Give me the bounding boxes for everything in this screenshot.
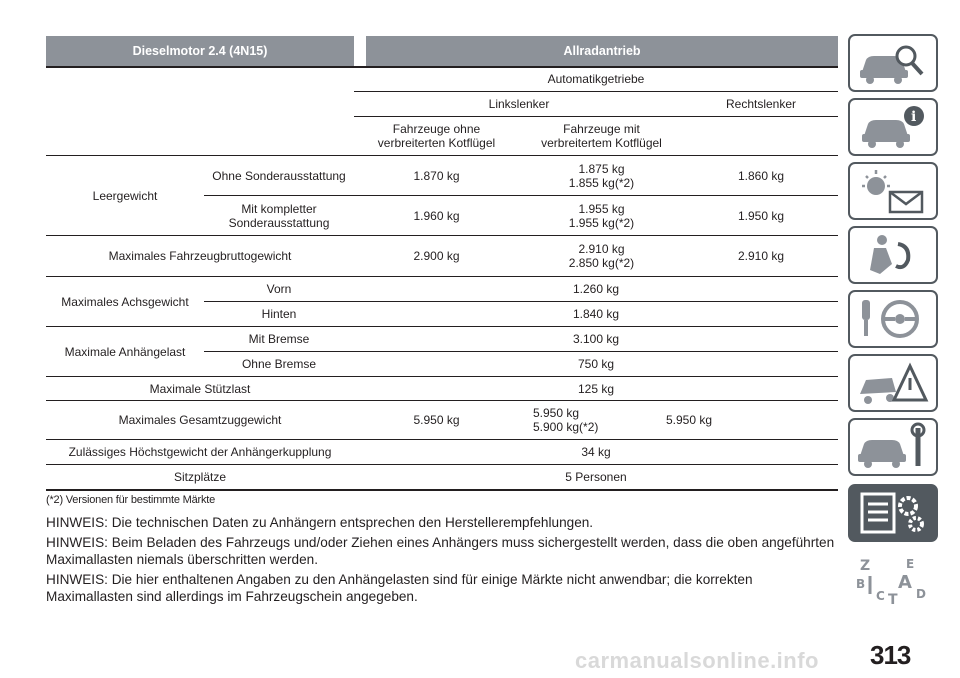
index-letter: B — [856, 577, 866, 591]
lhd-wide-fender-label: Fahrzeuge mit verbreitertem Kotflügel — [541, 122, 662, 150]
curb-weight-base-lhd: 1.870 kg — [413, 168, 460, 183]
index-letter: T — [888, 592, 898, 604]
tongue-load-label: Maximale Stützlast — [149, 381, 251, 396]
engine-header: Dieselmotor 2.4 (4N15) — [46, 36, 354, 66]
trailer-load-label: Maximale Anhängelast — [64, 344, 186, 359]
rhd-label: Rechtslenker — [725, 97, 797, 111]
axle-rear-value: 1.840 kg — [572, 307, 620, 321]
footnote-ref: (*2) — [614, 256, 635, 270]
svg-text:i: i — [911, 109, 917, 125]
curb-weight-label: Leergewicht — [92, 188, 158, 203]
key-steering-wheel-icon — [854, 294, 932, 344]
footnote-ref: (*2) — [614, 175, 635, 190]
tongue-load-value: 125 kg — [577, 381, 615, 396]
gross-weight-lhd: 2.900 kg — [413, 249, 460, 263]
curb-weight-full-label: Mit kompletter Sonderausstattung — [228, 201, 330, 230]
seats-value: 5 Personen — [565, 470, 627, 484]
seat-airbag-icon — [854, 230, 932, 280]
index-letter: E — [906, 557, 915, 571]
tab-car-info[interactable] — [848, 98, 938, 156]
note: HINWEIS: Beim Beladen des Fahrzeugs und/oder Ziehen eines Anhängers muss sichergestellt werden, dass die oben angeführten Maximallasten niemals überschritten werden. — [46, 535, 835, 567]
value-variant — [533, 420, 598, 434]
tab-emergency[interactable] — [848, 354, 938, 412]
tab-warning-lights[interactable] — [848, 162, 938, 220]
hitch-weight-value: 34 kg — [581, 445, 611, 459]
gross-weight-wide — [519, 236, 684, 276]
value: 2.910 kg — [578, 242, 625, 256]
warning-light-envelope-icon — [854, 166, 932, 216]
value-variant — [569, 256, 634, 270]
drive-header: Allradantrieb — [366, 36, 838, 66]
curb-weight-base-label: Ohne Sonderausstattung — [212, 168, 346, 183]
gcw-lhd: 5.950 kg — [413, 413, 460, 427]
car-crash-warning-icon — [854, 358, 932, 408]
curb-weight-base-wide — [519, 156, 684, 195]
tab-index[interactable] — [848, 550, 938, 608]
index-letter: D — [916, 587, 926, 601]
value: 1.855 kg — [568, 175, 615, 190]
value: 5.950 kg — [533, 406, 580, 420]
index-letter: C — [876, 589, 885, 603]
value: 1.955 kg — [568, 215, 615, 230]
axle-front-label: Vorn — [266, 282, 292, 296]
page-number: 313 — [870, 640, 911, 670]
tab-starting[interactable] — [848, 290, 938, 348]
curb-weight-full-rhd: 1.950 kg — [737, 208, 785, 223]
car-magnifier-icon — [854, 38, 932, 88]
trailer-unbraked-label: Ohne Bremse — [241, 357, 317, 371]
table-header — [46, 36, 838, 66]
watermark: carmanualsonline.info — [575, 648, 819, 673]
footnote-ref: (*2) — [614, 215, 635, 230]
value: 5.900 kg — [533, 420, 580, 434]
value-variant — [569, 216, 634, 230]
curb-weight-full-wide — [519, 196, 684, 235]
trailer-braked-label: Mit Bremse — [248, 332, 310, 346]
lhd-standard-fender-label: Fahrzeuge ohne verbreiterten Kotflügel — [377, 122, 496, 150]
notes — [46, 514, 836, 608]
index-letter: Z — [860, 558, 871, 574]
gross-weight-label: Maximales Fahrzeugbruttogewicht — [108, 249, 292, 263]
axle-rear-label: Hinten — [261, 307, 297, 321]
alphabet-index-icon — [854, 554, 932, 604]
tab-safety[interactable] — [848, 226, 938, 284]
footnote: (*2) Versionen für bestimmte Märkte — [46, 494, 216, 506]
car-wrench-icon — [854, 422, 932, 472]
value: 1.875 kg — [578, 161, 625, 176]
seats-label: Sitzplätze — [173, 470, 227, 484]
tab-maintenance[interactable] — [848, 418, 938, 476]
hitch-weight-label: Zulässiges Höchstgewicht der Anhängerkupplung — [68, 445, 332, 459]
gcw-wide — [519, 401, 614, 439]
tab-car-magnifier[interactable] — [848, 34, 938, 92]
tab-technical-data[interactable] — [848, 484, 938, 542]
index-letter: A — [898, 572, 912, 593]
curb-weight-base-rhd: 1.860 kg — [737, 168, 785, 183]
gcw-rhd: 5.950 kg — [665, 413, 713, 427]
value: 2.850 kg — [568, 256, 615, 270]
spec-table — [46, 36, 838, 484]
value: 1.955 kg — [578, 201, 625, 216]
gcw-label: Maximales Gesamtzuggewicht — [118, 413, 282, 427]
axle-weight-label: Maximales Achsgewicht — [61, 294, 189, 309]
transmission-label: Automatikgetriebe — [547, 72, 645, 86]
note: HINWEIS: Die technischen Daten zu Anhängern entsprechen den Herstellerempfehlungen. — [46, 515, 594, 530]
note: HINWEIS: Die hier enthaltenen Angaben zu den Anhängelasten sind für einige Märkte nicht anwendbar; die korrekten Maximallasten sind allerdings im Fahrzeugschein angegeben. — [46, 572, 753, 604]
trailer-braked-value: 3.100 kg — [572, 332, 620, 346]
curb-weight-full-lhd: 1.960 kg — [413, 208, 460, 223]
car-info-icon — [854, 102, 932, 152]
gross-weight-rhd: 2.910 kg — [737, 249, 785, 263]
trailer-unbraked-value: 750 kg — [577, 357, 615, 371]
value-variant — [569, 176, 634, 190]
rule — [46, 489, 838, 491]
specs-gears-icon — [854, 488, 932, 538]
lhd-label: Linkslenker — [488, 97, 550, 111]
footnote-ref: (*2) — [579, 420, 599, 434]
axle-front-value: 1.260 kg — [572, 282, 620, 296]
